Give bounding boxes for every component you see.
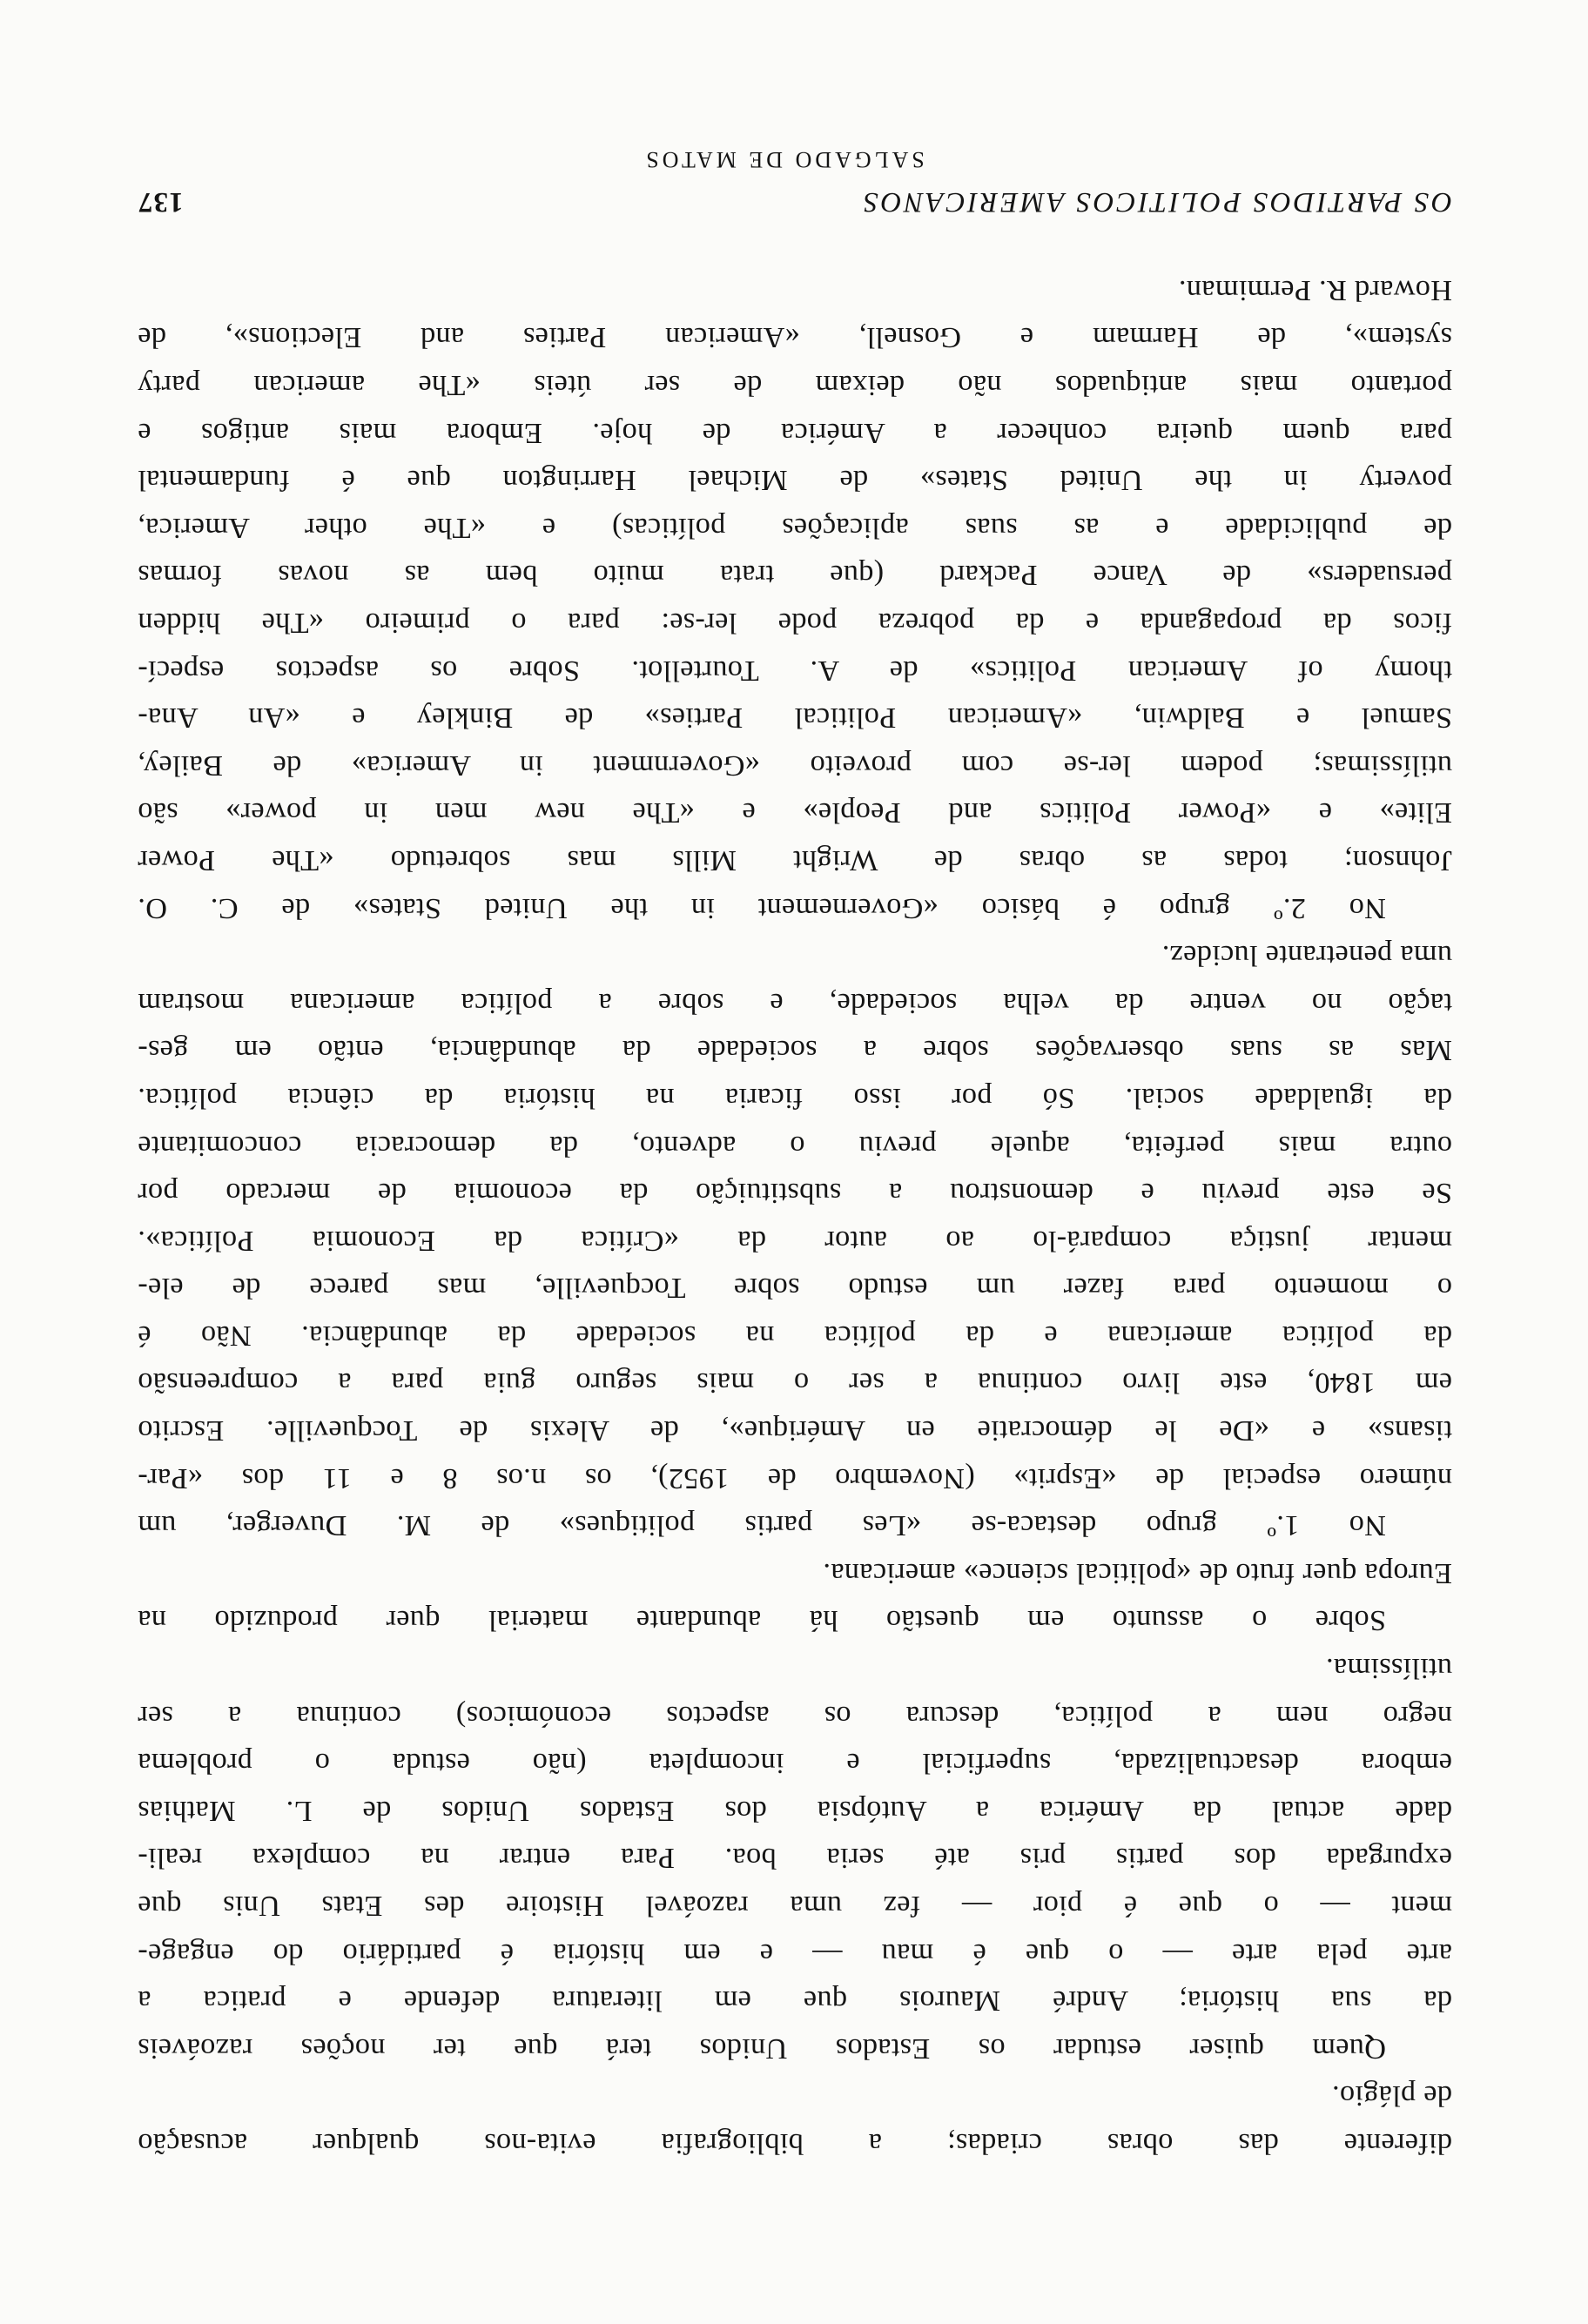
text-line: uma penetrante lucidez.: [1161, 939, 1452, 973]
text-line: No 1.º grupo destaca-se «Les partis politiques» de M. Duverger, um: [138, 1509, 1386, 1543]
text-line: system», de Harmam e Gosnell, «American Parties and Elections», de: [138, 321, 1452, 355]
text-line: embora desactualizada, superficial e incompleta (não estuda o problema: [138, 1747, 1452, 1781]
body-text: [138, 266, 1452, 2167]
text-line: Howard R. Permiman.: [1178, 273, 1452, 307]
text-line: outra mais perfeita, aquele previu o advento, da democracia concomitante: [138, 1129, 1452, 1163]
text-line: Elite» e «Power Politics and People» e «The new men in power» são: [138, 796, 1452, 830]
text-line: o momento para fazer um estudo sobre Tocqueville, mas parece de ele-: [138, 1272, 1452, 1306]
text-line: expurgada dos partis pris até seria boa. Para entrar na complexa reali-: [138, 1842, 1452, 1876]
text-line: da igualdade social. Só por isso ficaria na história da ciência política.: [138, 1081, 1452, 1115]
text-line: dade actual da América a Autópsia dos Estados Unidos de L. Mathias: [138, 1794, 1452, 1828]
author-signature-block: [540, 146, 1027, 172]
text-line: utilíssima.: [1325, 1652, 1452, 1686]
text-line: de plágio.: [1331, 2079, 1452, 2113]
text-line: tisans» e «De le démocratie en Amérique», de Alexis de Tocqueville. Escrito: [138, 1414, 1452, 1448]
text-line: Samuel e Baldwin, «American Political Parties» de Binkley e «An Ana-: [138, 702, 1452, 735]
text-line: diferente das obras criadas; a bibliografia evita-nos qualquer acusação: [138, 2127, 1452, 2160]
text-line: persuaders» de Vance Packard (que trata muito bem as novas formas: [138, 559, 1452, 593]
text-line: Se este previu e demonstrou a substituição da economia de mercado por: [138, 1177, 1452, 1211]
text-line: ficos da propaganda e da pobreza pode ler-se: para o primeiro «The hidden: [138, 607, 1452, 640]
text-line: em 1840, este livro continua a ser o mais seguro guia para a compreensão: [138, 1367, 1452, 1400]
page-number: 137: [138, 186, 184, 218]
text-line: poverty in the United States» de Michael Harrington que é fundamental: [138, 464, 1452, 498]
text-line: tação no ventre da velha sociedade, e sobre a política americana mostram: [138, 986, 1452, 1020]
text-line: para quem queira conhecer a América de hoje. Embora mais antigos e: [138, 416, 1452, 450]
text-line: portanto mais antiquados não deixam de ser úteis «The american party: [138, 369, 1452, 403]
text-line: thomy of American Politics» de A. Tourtellot. Sobre os aspectos especí-: [138, 654, 1452, 688]
text-line: Europa quer fruto de «political science» americana.: [823, 1556, 1452, 1590]
text-line: Mas as suas observações sobre a sociedade da abundância, então em ges-: [138, 1034, 1452, 1068]
text-line: da política americana e da política na sociedade da abundância. Não é: [138, 1319, 1452, 1353]
text-line: negro nem a política, descura os aspectos económicos) continua a ser: [138, 1699, 1452, 1733]
text-line: Quem quiser estudar os Estados Unidos terá que ter noções razoáveis: [138, 2032, 1386, 2065]
text-line: mentar justiça compará-lo ao autor da «Crítica da Economia Política».: [138, 1224, 1452, 1258]
author-signature: SALGADO DE MATOS: [643, 147, 925, 172]
text-line: ment — o que é pior — fez uma razoável Histoire des Etats Unis que: [138, 1890, 1452, 1924]
running-title: OS PARTIDOS POLITICOS AMERICANOS: [861, 186, 1452, 218]
text-line: Johnson; todas as obras de Wright Mills mas sobretudo «The Power: [138, 843, 1452, 877]
text-line: Sobre o assunto em questão há abundante material quer produzido na: [138, 1604, 1386, 1638]
text-line: número especial de «Esprit» (Novembro de 1952), os n.os 8 e 11 dos «Par-: [138, 1461, 1452, 1495]
text-line: No 2.º grupo é básico «Governement in the United States» de C. O.: [138, 891, 1386, 925]
text-line: arte pela arte — o que é mau — e em história é partidário do engage-: [138, 1937, 1452, 1971]
text-line: da sua história; André Maurois que em literatura defende e pratica a: [138, 1985, 1452, 2018]
text-line: utilíssimas; podem ler-se com proveito «Government in America» de Bailey,: [138, 749, 1452, 783]
page-header: [138, 185, 1452, 219]
text-line: de publicidade e as suas aplicações políticas) e «The other America,: [138, 511, 1452, 545]
